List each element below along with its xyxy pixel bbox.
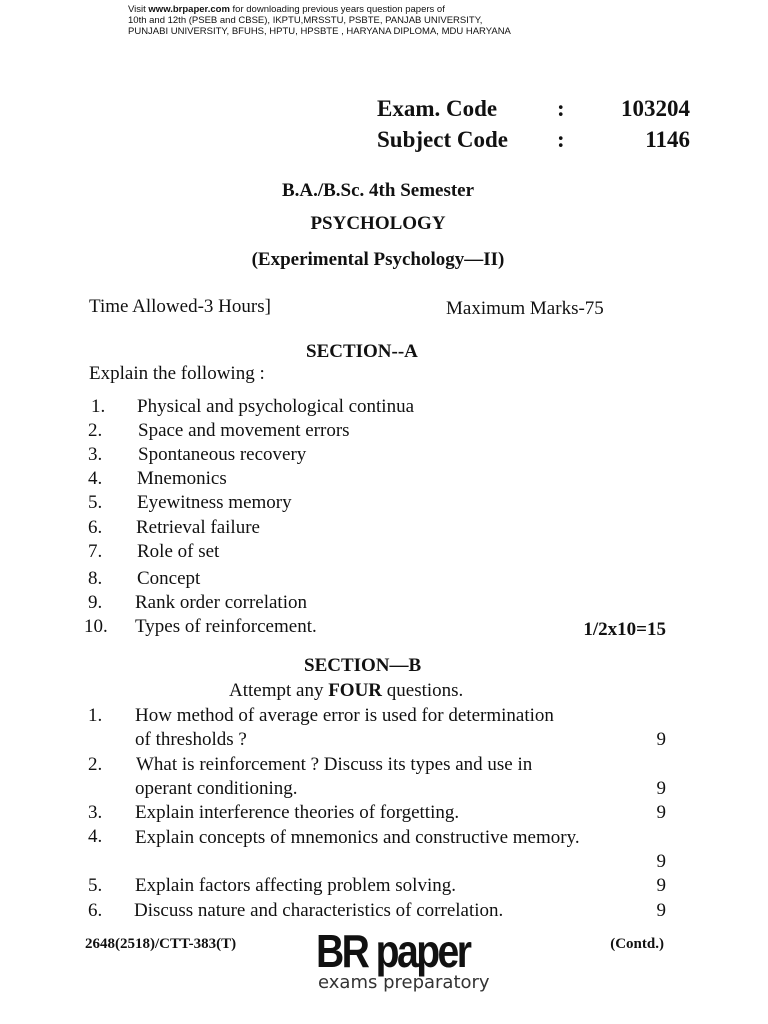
- section-b-instruction: [229, 680, 463, 702]
- list-item-number: 8.: [88, 568, 103, 589]
- list-item-number: 3.: [88, 444, 103, 465]
- list-item-number: 2.: [88, 420, 103, 441]
- paper-code: 2648(2518)/CTT-383(T): [85, 936, 237, 952]
- section-a-title: SECTION--A: [306, 341, 418, 362]
- section-a-marks: 1/2x10=15: [583, 619, 666, 640]
- section-a-instruction: Explain the following :: [89, 363, 265, 384]
- subject-code-colon: :: [557, 127, 565, 152]
- list-item: Retrieval failure: [136, 517, 260, 538]
- contd-label: (Contd.): [610, 936, 664, 952]
- list-item: How method of average error is used for determination: [135, 705, 554, 726]
- question-marks: 9: [656, 851, 666, 872]
- list-item: Explain concepts of mnemonics and constructive memory.: [135, 827, 580, 848]
- subject-code-label: Subject Code: [377, 127, 508, 152]
- notice-line1: for downloading previous years question papers of: [229, 4, 445, 15]
- notice-line2: 10th and 12th (PSEB and CBSE), IKPTU,MRSSTU, PSBTE, PANJAB UNIVERSITY,: [128, 15, 483, 26]
- logo-text: BR paper: [316, 925, 470, 977]
- list-item-number: 5.: [88, 492, 103, 513]
- list-item: What is reinforcement ? Discuss its types and use in: [136, 754, 533, 775]
- list-item: Concept: [137, 568, 201, 589]
- list-item-number: 3.: [88, 802, 103, 823]
- exam-code-value: 103204: [621, 96, 690, 121]
- notice-visit: Visit: [128, 4, 149, 15]
- list-item-number: 7.: [88, 541, 103, 562]
- question-marks: 9: [656, 778, 666, 799]
- list-item-number: 6.: [88, 517, 103, 538]
- list-item-number: 4.: [88, 468, 103, 489]
- instruction-text: questions.: [382, 680, 464, 701]
- list-item: Eyewitness memory: [137, 492, 292, 513]
- time-allowed: Time Allowed-3 Hours]: [89, 296, 271, 317]
- list-item-number: 1.: [91, 396, 106, 417]
- notice-site-link[interactable]: www.brpaper.com: [148, 4, 230, 15]
- list-item-number: 4.: [88, 826, 103, 847]
- brpaper-logo: [316, 925, 496, 993]
- maximum-marks: Maximum Marks-75: [446, 298, 604, 319]
- list-item: Role of set: [137, 541, 220, 562]
- notice-line3: PUNJABI UNIVERSITY, BFUHS, HPTU, HPSBTE , HARYANA DIPLOMA, MDU HARYANA: [128, 26, 511, 37]
- list-item: Physical and psychological continua: [137, 396, 415, 417]
- list-item: Explain factors affecting problem solving.: [135, 875, 456, 896]
- section-b-title: SECTION—B: [304, 655, 422, 676]
- list-item-number: 1.: [88, 705, 103, 726]
- list-item-number: 5.: [88, 875, 103, 896]
- subject-code-value: 1146: [645, 127, 690, 152]
- list-item: Space and movement errors: [138, 420, 350, 441]
- list-item: Rank order correlation: [135, 592, 307, 613]
- question-marks: 9: [656, 900, 666, 921]
- list-item: Spontaneous recovery: [138, 444, 307, 465]
- instruction-emphasis: FOUR: [328, 680, 383, 701]
- list-item: Discuss nature and characteristics of correlation.: [134, 900, 504, 921]
- list-item-number: 2.: [88, 754, 103, 775]
- question-marks: 9: [656, 875, 666, 896]
- list-item: Types of reinforcement.: [135, 616, 317, 637]
- list-item-continuation: operant conditioning.: [135, 778, 298, 799]
- course-title: B.A./B.Sc. 4th Semester: [281, 180, 475, 201]
- list-item-continuation: of thresholds ?: [135, 729, 247, 750]
- subject-title: PSYCHOLOGY: [310, 213, 446, 234]
- paper-title: (Experimental Psychology—II): [251, 249, 505, 270]
- list-item-number: 9.: [88, 592, 103, 613]
- logo-tagline: exams preparatory: [318, 972, 490, 993]
- question-marks: 9: [656, 802, 666, 823]
- header-notice: [128, 4, 511, 37]
- list-item-number: 10.: [84, 616, 108, 637]
- instruction-text: Attempt any: [229, 680, 329, 701]
- list-item: Mnemonics: [137, 468, 227, 489]
- exam-code-colon: :: [557, 96, 565, 121]
- exam-code-label: Exam. Code: [377, 96, 498, 121]
- list-item-number: 6.: [88, 900, 103, 921]
- list-item: Explain interference theories of forgetting.: [135, 802, 460, 823]
- question-marks: 9: [656, 729, 666, 750]
